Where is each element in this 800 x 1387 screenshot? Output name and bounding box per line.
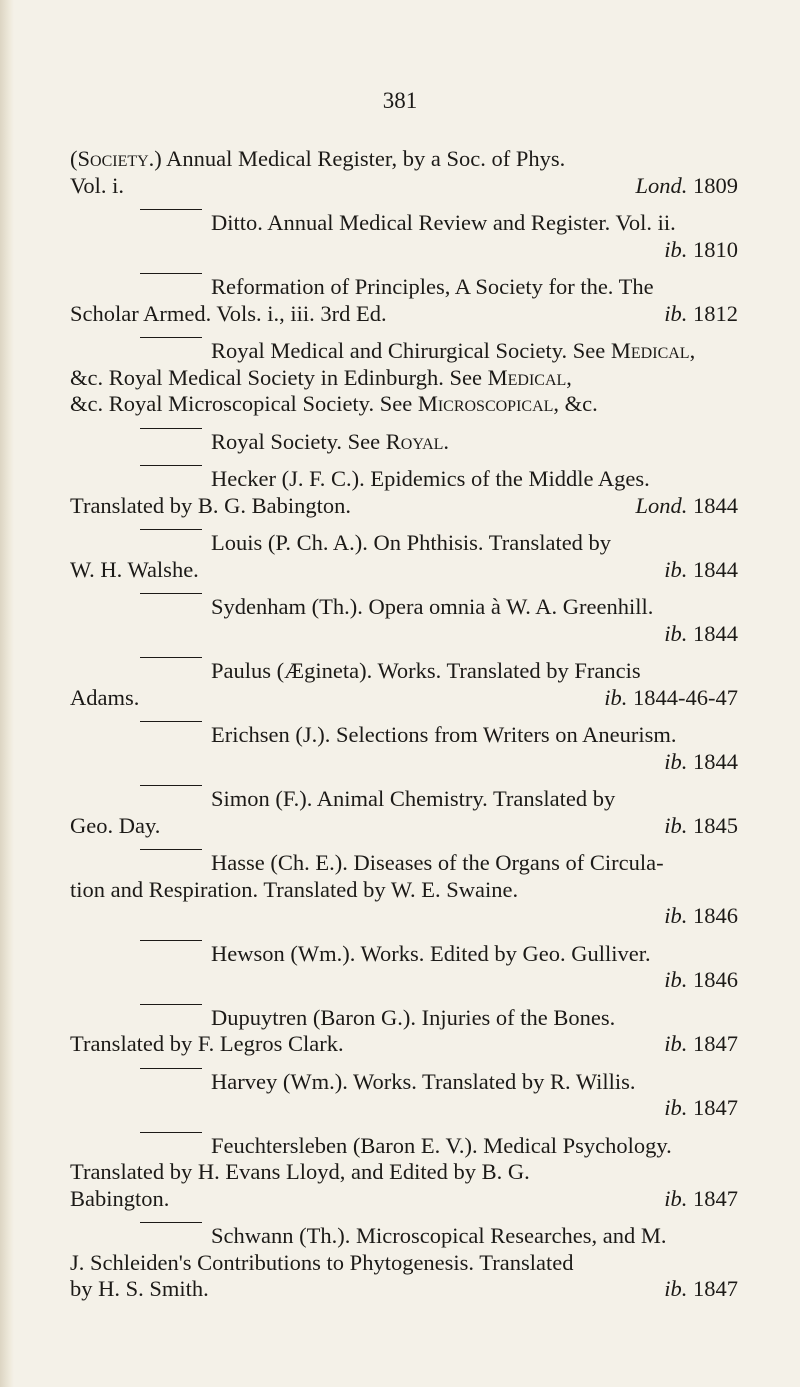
ditto-rule: [140, 593, 202, 620]
ditto-rule: [140, 1222, 202, 1249]
bibliography-entry: [70, 658, 738, 711]
entry-text: &c. Royal Medical Society in Edinburgh. See Medical,: [70, 364, 572, 390]
entry-line: [70, 722, 738, 749]
bibliography-entry: [70, 594, 738, 647]
entry-text: tion and Respiration. Translated by W. E. Swaine.: [70, 876, 519, 902]
bibliography-entry: [70, 210, 738, 263]
imprint-date: ib. 1844: [664, 556, 738, 582]
entry-text: Hasse (Ch. E.). Diseases of the Organs of Circula-: [211, 850, 664, 875]
imprint-date: ib. 1844: [664, 748, 738, 774]
ditto-rule: [140, 428, 202, 455]
ditto-rule: [140, 940, 202, 967]
imprint-date: Lond. 1809: [635, 172, 738, 198]
bibliography-entry: [70, 1069, 738, 1122]
imprint-date: ib. 1847: [664, 1095, 738, 1120]
entry-text: Schwann (Th.). Microscopical Researches, and M.: [211, 1223, 667, 1248]
entry-text: W. H. Walshe.: [70, 556, 199, 582]
bibliography-list: [70, 146, 738, 1314]
ditto-rule: [140, 1132, 202, 1159]
entry-text: Translated by F. Legros Clark.: [70, 1031, 344, 1056]
page-number: 381: [382, 88, 418, 113]
entry-line: [70, 557, 738, 584]
entry-line: [70, 274, 738, 301]
entry-line: [70, 493, 738, 520]
imprint-date: Lond. 1844: [635, 492, 738, 518]
entry-text: Reformation of Principles, A Society for the. The: [211, 274, 654, 299]
entry-line: [70, 1223, 738, 1250]
entry-line: [70, 301, 738, 328]
entry-line: [70, 210, 738, 237]
entry-text: Erichsen (J.). Selections from Writers on Aneurism.: [211, 722, 677, 747]
ditto-rule: [140, 721, 202, 748]
entry-line: [70, 466, 738, 493]
imprint-date: ib. 1847: [664, 1276, 738, 1301]
entry-text: Dupuytren (Baron G.). Injuries of the Bones.: [211, 1004, 616, 1030]
entry-text: Adams.: [70, 684, 140, 710]
bibliography-entry: [70, 1133, 738, 1213]
ditto-rule: [140, 657, 202, 684]
entry-line: [70, 941, 738, 968]
entry-text: Translated by H. Evans Lloyd, and Edited by B. G.: [70, 1159, 530, 1184]
entry-text: &c. Royal Microscopical Society. See Microscopical, &c.: [70, 391, 598, 416]
entry-text: Louis (P. Ch. A.). On Phthisis. Translated by: [211, 530, 612, 555]
entry-text: Harvey (Wm.). Works. Translated by R. Willis.: [211, 1068, 636, 1094]
bibliography-entry: [70, 722, 738, 775]
ditto-rule: [140, 529, 202, 556]
ditto-rule: [140, 465, 202, 492]
bibliography-entry: [70, 429, 738, 456]
imprint-date: ib. 1812: [664, 300, 738, 326]
entry-line: [70, 850, 738, 877]
entry-line: [70, 967, 738, 994]
entry-text: Ditto. Annual Medical Review and Register. Vol. ii.: [211, 210, 676, 235]
imprint-date: ib. 1844: [664, 620, 738, 646]
ditto-rule: [140, 337, 202, 364]
entry-line: [70, 786, 738, 813]
bibliography-entry: [70, 786, 738, 839]
entry-text: Geo. Day.: [70, 812, 161, 838]
ditto-rule: [140, 1068, 202, 1095]
entry-line: [70, 391, 738, 418]
imprint-date: ib. 1846: [664, 903, 738, 928]
entry-text: Scholar Armed. Vols. i., iii. 3rd Ed.: [70, 300, 387, 326]
entry-text: Simon (F.). Animal Chemistry. Translated by: [211, 786, 616, 811]
imprint-date: ib. 1847: [664, 1031, 738, 1056]
entry-line: [70, 429, 738, 456]
entry-text: Vol. i.: [70, 172, 124, 198]
bibliography-entry: [70, 1005, 738, 1058]
ditto-rule: [140, 785, 202, 812]
entry-line: [70, 877, 738, 904]
imprint-date: ib. 1844-46-47: [604, 684, 738, 710]
entry-line: [70, 1276, 738, 1303]
imprint-date: ib. 1846: [664, 967, 738, 992]
entry-line: [70, 685, 738, 712]
entry-text: Babington.: [70, 1185, 170, 1211]
entry-line: [70, 658, 738, 685]
entry-line: [70, 1186, 738, 1213]
entry-line: [70, 1031, 738, 1058]
entry-line: [70, 749, 738, 776]
bibliography-entry: [70, 850, 738, 930]
entry-line: [70, 173, 738, 200]
entry-line: [70, 1133, 738, 1160]
ditto-rule: [140, 273, 202, 300]
entry-text: Hewson (Wm.). Works. Edited by Geo. Gulliver.: [211, 940, 651, 966]
entry-text: Royal Society. See Royal.: [211, 428, 450, 454]
imprint-date: ib. 1845: [664, 812, 738, 838]
bibliography-entry: [70, 338, 738, 418]
entry-line: [70, 903, 738, 930]
entry-line: [70, 530, 738, 557]
entry-line: [70, 1069, 738, 1096]
entry-text: Royal Medical and Chirurgical Society. See Medical,: [211, 338, 696, 363]
bibliography-entry: [70, 941, 738, 994]
entry-text: (Society.) Annual Medical Register, by a Soc. of Phys.: [70, 146, 566, 171]
entry-line: [70, 621, 738, 648]
binding-gutter: [0, 0, 14, 1387]
entry-line: [70, 1095, 738, 1122]
bibliography-entry: [70, 274, 738, 327]
entry-line: [70, 1159, 738, 1186]
imprint-date: ib. 1847: [664, 1185, 738, 1211]
entry-line: [70, 813, 738, 840]
ditto-rule: [140, 849, 202, 876]
bibliography-entry: [70, 1223, 738, 1303]
entry-line: [70, 365, 738, 392]
imprint-date: ib. 1810: [664, 236, 738, 262]
entry-line: [70, 1250, 738, 1277]
bibliography-entry: [70, 530, 738, 583]
entry-line: [70, 237, 738, 264]
entry-line: [70, 594, 738, 621]
entry-text: Translated by B. G. Babington.: [70, 492, 352, 518]
entry-text: Sydenham (Th.). Opera omnia à W. A. Greenhill.: [211, 594, 654, 619]
entry-text: Paulus (Ægineta). Works. Translated by Francis: [211, 658, 641, 683]
bibliography-entry: [70, 466, 738, 519]
entry-line: [70, 338, 738, 365]
entry-text: Feuchtersleben (Baron E. V.). Medical Psychology.: [211, 1132, 672, 1158]
ditto-rule: [140, 209, 202, 236]
entry-line: [70, 1005, 738, 1032]
entry-line: [70, 146, 738, 173]
entry-text: by H. S. Smith.: [70, 1276, 209, 1301]
ditto-rule: [140, 1004, 202, 1031]
bibliography-entry: [70, 146, 738, 199]
entry-text: Hecker (J. F. C.). Epidemics of the Middle Ages.: [211, 466, 650, 491]
entry-text: J. Schleiden's Contributions to Phytogenesis. Translated: [70, 1249, 574, 1275]
